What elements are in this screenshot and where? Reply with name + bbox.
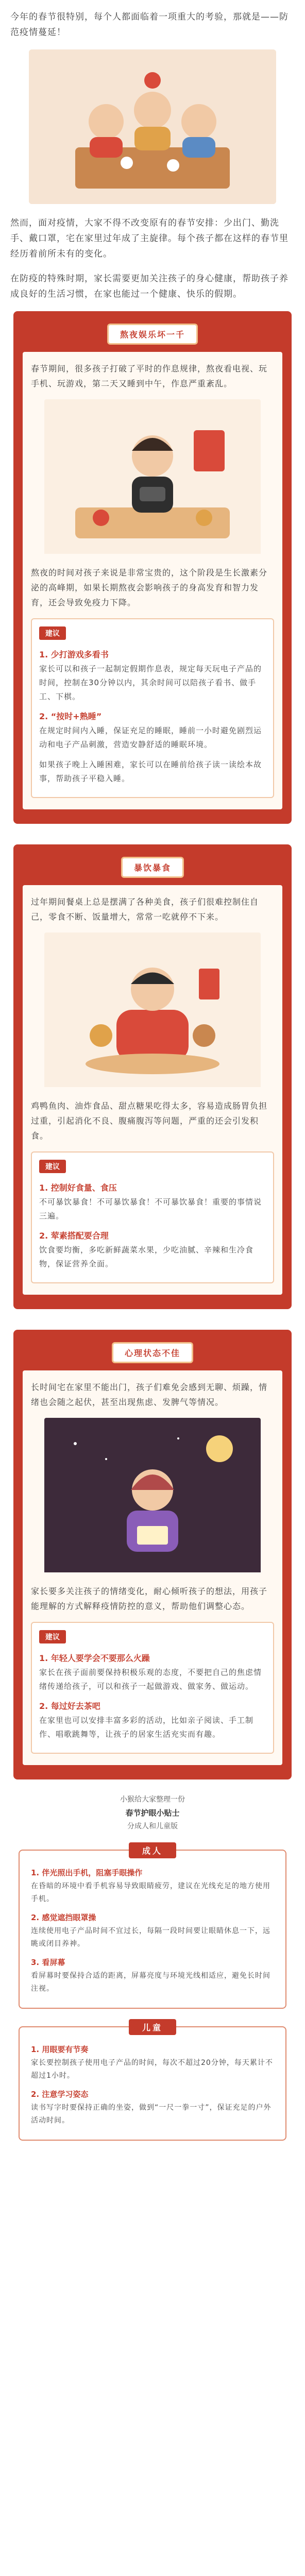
intro-paragraph-1: 今年的春节很特别，每个人都面临着一项重大的考验，那就是——防范疫情蔓延！ [10, 12, 289, 38]
section-body [23, 885, 282, 1295]
footer-line-1: 小猴给大家整理一份 [120, 1795, 185, 1804]
tip-text: 家长在孩子面前要保持积极乐观的态度，不要把自己的焦虑情绪传递给孩子，可以和孩子一起做游戏、做家务、做运动。 [39, 1668, 262, 1691]
intro-paragraph-2: 然而，面对疫情，大家不得不改变原有的春节安排：少出门、勤洗手、戴口罩，宅在家里过年成了主旋律。每个孩子都在这样的春节里经历着前所未有的变化。 [10, 218, 289, 259]
child-tip-text: 读书写字时要保持正确的坐姿，做到“一尺一拳一寸”，保证充足的户外活动时间。 [31, 2104, 272, 2125]
intro-paragraph-3: 在防疫的特殊时期，家长需要更加关注孩子的身心健康，帮助孩子养成良好的生活习惯，在家也能过一个健康、快乐的假期。 [10, 274, 289, 299]
child-tip-heading: 1. 用眼要有节奏 [31, 2045, 89, 2054]
adult-tip-text: 连续使用电子产品时间不宜过长，每隔一段时间要让眼睛休息一下，远眺或闭目养神。 [31, 1927, 270, 1948]
section-title: 暴饮暴食 [121, 857, 184, 878]
tip-box [31, 1151, 274, 1283]
tip-heading: 2. 每过好去茶吧 [39, 1701, 100, 1711]
tip-text: 家长可以和孩子一起制定假期作息表，规定每天玩电子产品的时间，控制在30分钟以内，其余时间可以陪孩子看书、做手工、下棋。 [39, 664, 262, 701]
section-body [23, 1370, 282, 1765]
girl-reading-illustration [44, 1418, 261, 1574]
tip-heading: 1. 控制好食量、食压 [39, 1183, 117, 1193]
section-paragraph: 长时间宅在家里不能出门，孩子们难免会感到无聊、烦躁，情绪也会随之起伏，甚至出现焦虑、发脾气等情况。 [31, 1382, 268, 1407]
adult-tip-text: 在昏暗的环境中看手机容易导致眼睛疲劳，建议在光线充足的地方使用手机。 [31, 1882, 270, 1903]
section-paragraph: 鸡鸭鱼肉、油炸食品、甜点糖果吃得太多，容易造成肠胃负担过重，引起消化不良、腹痛腹泻等问题，严重的还会引发积食。 [31, 1101, 268, 1141]
tip-heading: 1. 少打游戏多看书 [39, 650, 109, 659]
tip-heading: 2. 荤素搭配要合理 [39, 1231, 109, 1241]
tip-text: 不可暴饮暴食！不可暴饮暴食！不可暴饮暴食！重要的事情说三遍。 [39, 1197, 262, 1221]
eye-care-intro [0, 1780, 305, 1838]
adult-tips-box [19, 1846, 286, 2009]
boy-gaming-illustration [44, 399, 261, 556]
section-paragraph: 家长要多关注孩子的情绪变化，耐心倾听孩子的想法，用孩子能理解的方式解释疫情防控的意义，帮助他们调整心态。 [31, 1586, 268, 1611]
section-body [23, 352, 282, 809]
tip-heading: 2. “按时+熟睡” [39, 711, 102, 721]
adult-tip-text: 看屏幕时要保持合适的距离，屏幕亮度与环境光线相适应，避免长时间注视。 [31, 1972, 270, 1993]
adult-tab-label: 成人 [129, 1842, 176, 1858]
tip-text: 在规定时间内入睡，保证充足的睡眠，睡前一小时避免剧烈运动和电子产品刺激，营造安静舒适的睡眠环境。 [39, 726, 262, 749]
section-paragraph: 过年期间餐桌上总是摆满了各种美食，孩子们很难控制住自己，零食不断、饭量增大，常常一吃就停不下来。 [31, 897, 259, 922]
tip-tag: 建议 [39, 626, 66, 640]
hero-illustration [29, 49, 276, 204]
child-tips-box [19, 2023, 286, 2141]
section-paragraph: 春节期间，很多孩子打破了平时的作息规律，熬夜看电视、玩手机、玩游戏，第二天又睡到中午，作息严重紊乱。 [31, 364, 268, 388]
section-paragraph: 熬夜的时间对孩子来说是非常宝贵的，这个阶段是生长激素分泌的高峰期，如果长期熬夜会影响孩子的身高发育和智力发育，还会导致免疫力下降。 [31, 568, 268, 607]
adult-tip-heading: 2. 感觉遮挡眼罩操 [31, 1913, 96, 1922]
child-tip-text: 家长要控制孩子使用电子产品的时间，每次不超过20分钟，每天累计不超过1小时。 [31, 2059, 273, 2080]
tip-text: 如果孩子晚上入睡困难，家长可以在睡前给孩子读一读绘本故事，帮助孩子平稳入睡。 [39, 760, 262, 783]
tip-box [31, 1622, 274, 1754]
section-title: 熬夜娱乐坏一千 [107, 324, 198, 345]
boy-eating-illustration [44, 933, 261, 1089]
tip-tag: 建议 [39, 1160, 66, 1173]
section-mood [13, 1330, 292, 1780]
adult-tip-heading: 1. 伴光照出手机，阻塞手眼操作 [31, 1868, 143, 1877]
child-tip-heading: 2. 注意学习姿态 [31, 2090, 89, 2099]
footer-line-3: 分成人和儿童版 [127, 1822, 178, 1831]
tip-tag: 建议 [39, 1630, 66, 1643]
child-tab-label: 儿童 [129, 2019, 176, 2035]
tip-text: 在家里也可以安排丰富多彩的活动，比如亲子阅读、手工制作、唱歌跳舞等，让孩子的居家生活充实而有趣。 [39, 1716, 254, 1739]
section-overeating [13, 844, 292, 1309]
intro [0, 0, 305, 302]
section-late-night [13, 311, 292, 824]
section-title: 心理状态不佳 [112, 1342, 193, 1363]
tip-text: 饮食要均衡，多吃新鲜蔬菜水果，少吃油腻、辛辣和生冷食物，保证营养全面。 [39, 1245, 254, 1268]
adult-tip-heading: 3. 看屏幕 [31, 1958, 65, 1967]
tip-heading: 1. 年轻人要学会不要那么火躁 [39, 1653, 150, 1663]
tip-box [31, 618, 274, 798]
footer-line-2: 春节护眼小贴士 [125, 1808, 180, 1818]
